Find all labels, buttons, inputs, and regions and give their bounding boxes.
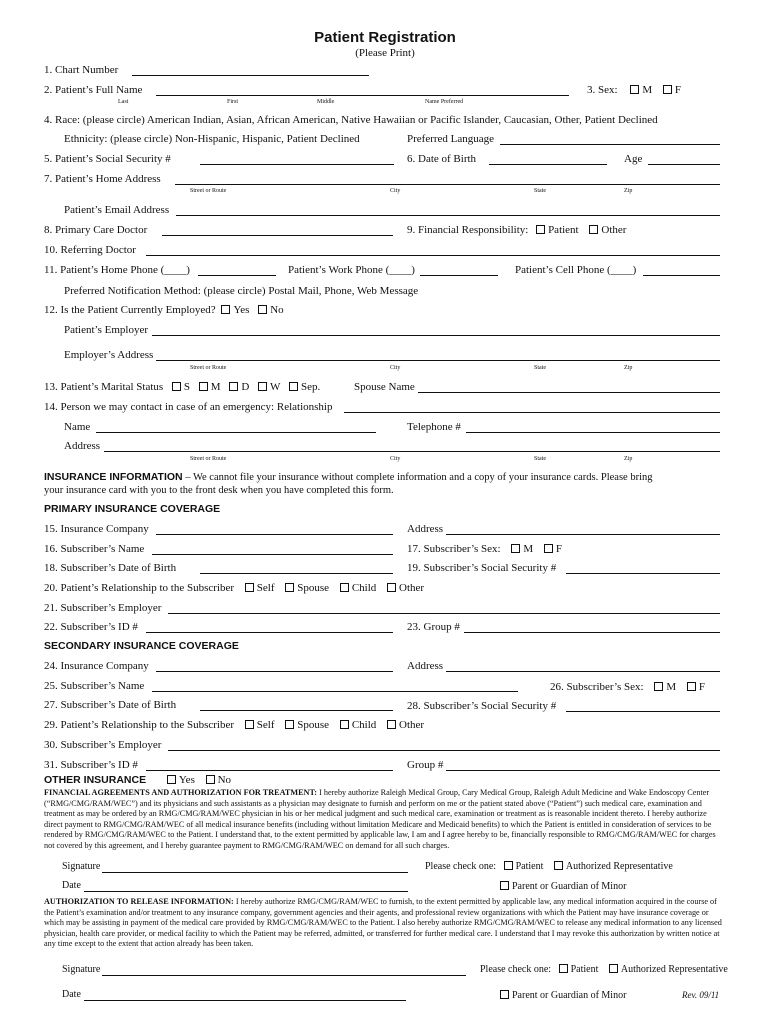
s-rel-self-option[interactable] (245, 719, 275, 731)
home-phone-field[interactable] (198, 275, 276, 276)
employer-address-label: Employer’s Address (64, 349, 154, 361)
p-rel-self-label: Self (256, 582, 275, 594)
p-sex-f-option[interactable] (544, 543, 562, 555)
checkbox-icon[interactable] (536, 225, 545, 234)
s-subscriber-dob-field[interactable] (200, 710, 393, 711)
s-rel-other-option[interactable] (387, 719, 424, 731)
sig2-authrep-option[interactable] (609, 964, 728, 975)
checkbox-icon[interactable] (687, 682, 696, 691)
financial-patient-label: Patient (548, 224, 579, 236)
other-insurance (44, 774, 231, 786)
p-rel-child-option[interactable] (340, 582, 376, 594)
checkbox-icon[interactable] (387, 583, 396, 592)
sex-f-label: F (674, 84, 681, 96)
s-insurance-address-label: Address (407, 660, 444, 672)
p-subscriber-employer-field[interactable] (168, 613, 720, 614)
p-subscriber-sex-label: 17. Subscriber’s Sex: (407, 543, 501, 555)
sig1-parent-label: Parent or Guardian of Minor (512, 881, 627, 892)
checkbox-icon[interactable] (663, 85, 672, 94)
checkbox-icon[interactable] (500, 990, 509, 999)
checkbox-icon[interactable] (609, 964, 618, 973)
s-group-label: Group # (407, 759, 444, 771)
addr-state-hint: State (534, 188, 546, 194)
page-subtitle: (Please Print) (355, 47, 415, 59)
employer-field[interactable] (152, 335, 720, 336)
preferred-language-label: Preferred Language (407, 133, 495, 145)
release-authorization-text: I hereby authorize RMG/CMG/RAM/WEC to furnish, to the extent permitted by applicable law, any medical information acquired in the course of the Patient’s examination and/or treatment to any insurance company, government agencies and their agents, and professional review organizations with which the Patient may have insurance coverage or which may be assisting in payment of the medical care provided by RMG/CMG/RAM/WEC to the Patient. I also hereby authorize RMG/CMG/RAM/WEC to release any medical information to any licensed physician, health care provider, or medical facility to which the Patient may be referred, admitted, or transferred for further medical care. I understand that I may revoke this authorization by written notice at any time except to the extent that action already has been taken. (44, 897, 722, 949)
spouse-label: Spouse Name (354, 381, 415, 393)
email-field[interactable] (176, 215, 720, 216)
s-subscriber-name-field[interactable] (152, 691, 518, 692)
employed-label: 12. Is the Patient Currently Employed? (44, 304, 216, 316)
emp-street-hint: Street or Route (190, 365, 227, 371)
s-sex-f-option[interactable] (687, 681, 705, 693)
s-relationship-label: 29. Patient’s Relationship to the Subscriber (44, 719, 235, 731)
checkbox-icon[interactable] (511, 544, 520, 553)
checkbox-icon[interactable] (245, 720, 254, 729)
date-2-label: Date (62, 989, 81, 1000)
s-subscriber-employer-field[interactable] (168, 750, 720, 751)
date-2-field[interactable] (84, 1000, 406, 1001)
insurance-info-text: – We cannot file your insurance without complete information and a copy of your insurance cards. Please bring (182, 472, 653, 483)
s-subscriber-id-field[interactable] (146, 770, 393, 771)
p-group-label: 23. Group # (407, 621, 460, 633)
s-subscriber-ssn-field[interactable] (566, 711, 720, 712)
emergency-address-field[interactable] (104, 451, 720, 452)
employed-no-label: No (270, 304, 284, 316)
release-authorization-heading: AUTHORIZATION TO RELEASE INFORMATION: (44, 897, 234, 906)
revision-label: Rev. 09/11 (682, 990, 720, 1000)
checkbox-icon[interactable] (340, 720, 349, 729)
work-phone-field[interactable] (420, 275, 498, 276)
p-group-field[interactable] (464, 632, 720, 633)
other-ins-yes-option[interactable] (167, 774, 195, 786)
p-rel-self-option[interactable] (245, 582, 275, 594)
sig2-patient-option[interactable] (559, 964, 599, 975)
sig1-authrep-label: Authorized Representative (565, 861, 673, 872)
checkbox-icon[interactable] (285, 720, 294, 729)
signature-2-field[interactable] (102, 975, 466, 976)
emergency-relationship-label: 14. Person we may contact in case of an emergency: Relationship (44, 401, 333, 413)
age-label: Age (624, 153, 643, 165)
p-subscriber-name-label: 16. Subscriber’s Name (44, 543, 145, 555)
name-preferred-hint: Name Preferred (425, 99, 464, 105)
emp-city-hint: City (390, 365, 401, 371)
insurance-info-heading: INSURANCE INFORMATION (44, 471, 183, 483)
p-subscriber-sex (407, 543, 562, 555)
p-rel-child-label: Child (351, 582, 377, 594)
checkbox-icon[interactable] (554, 861, 563, 870)
ssn-label: 5. Patient’s Social Security # (44, 153, 171, 165)
marital-status (44, 381, 320, 393)
s-rel-spouse-label: Spouse (297, 719, 330, 731)
s-rel-spouse-option[interactable] (285, 719, 329, 731)
p-subscriber-id-label: 22. Subscriber’s ID # (44, 621, 138, 633)
pcp-field[interactable] (162, 235, 393, 236)
marital-d-label: D (241, 381, 250, 393)
dob-field[interactable] (489, 164, 607, 165)
date-1-label: Date (62, 880, 81, 891)
pcp-label: 8. Primary Care Doctor (44, 224, 148, 236)
checkbox-icon[interactable] (559, 964, 568, 973)
check-one-1 (425, 861, 673, 872)
p-insurance-company-label: 15. Insurance Company (44, 523, 149, 535)
date-1-field[interactable] (84, 891, 408, 892)
release-authorization (44, 897, 726, 950)
preferred-language-field[interactable] (500, 144, 720, 145)
check-one-2-label: Please check one: (480, 964, 552, 975)
full-name-field[interactable] (156, 95, 569, 96)
sig2-parent-option[interactable] (500, 990, 626, 1001)
sig2-authrep-label: Authorized Representative (620, 964, 728, 975)
p-relationship (44, 582, 424, 594)
s-sex-m-label: M (666, 681, 677, 693)
emp-zip-hint: Zip (624, 365, 633, 371)
p-subscriber-dob-field[interactable] (200, 573, 393, 574)
s-relationship (44, 719, 424, 731)
chart-number-label: 1. Chart Number (44, 64, 119, 76)
other-ins-no-label: No (217, 774, 232, 786)
p-rel-other-label: Other (399, 582, 425, 594)
emergency-name-label: Name (64, 421, 91, 433)
marital-w-option[interactable] (258, 381, 280, 393)
marital-sep-label: Sep. (300, 381, 321, 393)
marital-s-label: S (183, 381, 191, 393)
p-subscriber-name-field[interactable] (152, 554, 393, 555)
p-rel-spouse-option[interactable] (285, 582, 329, 594)
checkbox-icon[interactable] (544, 544, 553, 553)
emergency-telephone-field[interactable] (466, 432, 720, 433)
addr-street-hint: Street or Route (190, 188, 227, 194)
financial-label: 9. Financial Responsibility: (407, 224, 529, 236)
marital-s-option[interactable] (172, 381, 190, 393)
name-first-hint: First (227, 99, 239, 105)
emergency-name-field[interactable] (96, 432, 376, 433)
page-title: Patient Registration (314, 29, 456, 46)
financial-other-option[interactable] (589, 224, 626, 236)
home-address-field[interactable] (175, 184, 720, 185)
checkbox-icon[interactable] (199, 382, 208, 391)
s-subscriber-ssn-label: 28. Subscriber’s Social Security # (407, 700, 557, 712)
dob-label: 6. Date of Birth (407, 153, 477, 165)
sex-label: 3. Sex: (587, 84, 618, 96)
marital-label: 13. Patient’s Marital Status (44, 381, 164, 393)
referring-doctor-field[interactable] (146, 255, 720, 256)
s-subscriber-sex-label: 26. Subscriber’s Sex: (550, 681, 644, 693)
s-subscriber-name-label: 25. Subscriber’s Name (44, 680, 145, 692)
checkbox-icon[interactable] (245, 583, 254, 592)
p-subscriber-ssn-field[interactable] (566, 573, 720, 574)
checkbox-icon[interactable] (387, 720, 396, 729)
primary-insurance-heading: PRIMARY INSURANCE COVERAGE (44, 503, 221, 515)
check-one-1-label: Please check one: (425, 861, 497, 872)
checkbox-icon[interactable] (630, 85, 639, 94)
financial-patient-option[interactable] (536, 224, 579, 236)
sig2-parent-label: Parent or Guardian of Minor (512, 990, 627, 1001)
checkbox-icon[interactable] (589, 225, 598, 234)
ethnicity-label: Ethnicity: (please circle) Non-Hispanic, Hispanic, Patient Declined (64, 133, 360, 145)
checkbox-icon[interactable] (654, 682, 663, 691)
p-insurance-address-field[interactable] (446, 534, 720, 535)
s-subscriber-sex (550, 681, 705, 693)
checkbox-icon[interactable] (285, 583, 294, 592)
em-zip-hint: Zip (624, 456, 633, 462)
ssn-field[interactable] (200, 164, 394, 165)
addr-city-hint: City (390, 188, 401, 194)
financial-agreement-heading: FINANCIAL AGREEMENTS AND AUTHORIZATION FOR TREATMENT: (44, 788, 318, 797)
other-ins-yes-label: Yes (178, 774, 195, 786)
cell-phone-label: Patient’s Cell Phone (____) (515, 264, 637, 276)
s-rel-self-label: Self (256, 719, 275, 731)
p-insurance-company-field[interactable] (156, 534, 393, 535)
insurance-info-text-2: your insurance card with you to the front desk when you have completed this form. (44, 485, 394, 496)
em-city-hint: City (390, 456, 401, 462)
p-subscriber-id-field[interactable] (146, 632, 393, 633)
check-one-2 (480, 964, 728, 975)
p-sex-m-option[interactable] (511, 543, 533, 555)
checkbox-icon[interactable] (206, 775, 215, 784)
p-subscriber-dob-label: 18. Subscriber’s Date of Birth (44, 562, 177, 574)
emp-state-hint: State (534, 365, 546, 371)
emergency-relationship-field[interactable] (344, 412, 720, 413)
sig2-patient-label: Patient (570, 964, 599, 975)
home-address-label: 7. Patient’s Home Address (44, 173, 161, 185)
p-rel-other-option[interactable] (387, 582, 424, 594)
sig1-patient-label: Patient (515, 861, 544, 872)
s-subscriber-employer-label: 30. Subscriber’s Employer (44, 739, 162, 751)
marital-w-label: W (270, 381, 281, 393)
p-subscriber-employer-label: 21. Subscriber’s Employer (44, 602, 162, 614)
checkbox-icon[interactable] (258, 382, 267, 391)
referring-doctor-label: 10. Referring Doctor (44, 244, 136, 256)
employed-no-option[interactable] (258, 304, 283, 316)
email-label: Patient’s Email Address (64, 204, 170, 216)
s-rel-child-label: Child (351, 719, 377, 731)
checkbox-icon[interactable] (229, 382, 238, 391)
s-group-field[interactable] (446, 770, 720, 771)
s-rel-other-label: Other (399, 719, 425, 731)
notification-label: Preferred Notification Method: (please circle) Postal Mail, Phone, Web Message (64, 285, 419, 297)
signature-1-field[interactable] (102, 872, 408, 873)
secondary-insurance-heading: SECONDARY INSURANCE COVERAGE (44, 640, 239, 652)
addr-zip-hint: Zip (624, 188, 633, 194)
employed-yes-option[interactable] (221, 304, 249, 316)
financial-other-label: Other (601, 224, 627, 236)
employer-label: Patient’s Employer (64, 324, 149, 336)
emergency-telephone-label: Telephone # (407, 421, 461, 433)
work-phone-label: Patient’s Work Phone (____) (288, 264, 415, 276)
spouse-field[interactable] (418, 392, 720, 393)
sig1-authrep-option[interactable] (554, 861, 673, 872)
marital-m-option[interactable] (199, 381, 221, 393)
other-insurance-heading: OTHER INSURANCE (44, 774, 147, 786)
age-field[interactable] (648, 164, 720, 165)
name-middle-hint: Middle (317, 99, 335, 105)
cell-phone-field[interactable] (643, 275, 720, 276)
employer-address-field[interactable] (156, 360, 720, 361)
s-insurance-company-label: 24. Insurance Company (44, 660, 149, 672)
chart-number-field[interactable] (132, 75, 369, 76)
marital-d-option[interactable] (229, 381, 249, 393)
s-insurance-address-field[interactable] (446, 671, 720, 672)
p-rel-spouse-label: Spouse (297, 582, 330, 594)
checkbox-icon[interactable] (504, 861, 513, 870)
signature-2-label: Signature (62, 964, 101, 975)
financial-responsibility (407, 224, 626, 236)
full-name-label: 2. Patient’s Full Name (44, 84, 143, 96)
financial-agreement-text: I hereby authorize Raleigh Medical Group, Cary Medical Group, Raleigh Adult Medicine and Wake Endoscopy Center (“RMG/CMG/RAM/WEC”) and its physicians and such assistants as a physician may designate to furnish and perform on me or the patient stated above (“Patient”) such medical care, examination and treatment as may be ordered by an RMG/CMG/RAM/WEC physician in his or her medical judgment and such medical care, examination or treatment as is reasonable incident thereto. I hereby authorize direct payment to RMG/CMG/RAM/WEC of all medical insurance benefits (including without limitation Medicare and Medicaid benefits) to which the Patient is entitled in consideration of services to be rendered by RMG/CMG/RAM/WEC to the Patient. I understand that, to the extent permitted by applicable law, I am and I agree hereby to be, financially responsible to RMG/CMG/RAM/WEC for charges not covered by this agreement, and I hereby guarantee payment to RMG/CMG/RAM/WEC on demand for all such charges. (44, 788, 716, 850)
checkbox-icon[interactable] (167, 775, 176, 784)
checkbox-icon[interactable] (221, 305, 230, 314)
s-rel-child-option[interactable] (340, 719, 376, 731)
sex-question (587, 84, 681, 96)
s-subscriber-dob-label: 27. Subscriber’s Date of Birth (44, 699, 177, 711)
checkbox-icon[interactable] (172, 382, 181, 391)
p-subscriber-ssn-label: 19. Subscriber’s Social Security # (407, 562, 557, 574)
s-insurance-company-field[interactable] (156, 671, 393, 672)
s-sex-m-option[interactable] (654, 681, 676, 693)
emergency-address-label: Address (64, 440, 101, 452)
marital-m-label: M (210, 381, 221, 393)
other-ins-no-option[interactable] (206, 774, 231, 786)
checkbox-icon[interactable] (340, 583, 349, 592)
p-insurance-address-label: Address (407, 523, 444, 535)
employed-question (44, 304, 284, 316)
em-street-hint: Street or Route (190, 456, 227, 462)
p-sex-f-label: F (555, 543, 563, 555)
s-subscriber-id-label: 31. Subscriber’s ID # (44, 759, 138, 771)
marital-sep-option[interactable] (289, 381, 320, 393)
p-sex-m-label: M (523, 543, 534, 555)
signature-1-label: Signature (62, 861, 101, 872)
checkbox-icon[interactable] (500, 881, 509, 890)
name-last-hint: Last (118, 99, 129, 105)
em-state-hint: State (534, 456, 546, 462)
checkbox-icon[interactable] (258, 305, 267, 314)
p-relationship-label: 20. Patient’s Relationship to the Subscriber (44, 582, 235, 594)
insurance-info (44, 471, 653, 483)
race-label: 4. Race: (please circle) American Indian, Asian, African American, Native Hawaiian or Pacific Islander, Caucasian, Other, Patient Declined (44, 114, 658, 126)
employed-yes-label: Yes (233, 304, 250, 316)
checkbox-icon[interactable] (289, 382, 298, 391)
s-sex-f-label: F (698, 681, 706, 693)
home-phone-label: 11. Patient’s Home Phone (____) (44, 264, 190, 276)
sex-m-option[interactable] (630, 84, 652, 96)
sig1-parent-option[interactable] (500, 881, 626, 892)
sig1-patient-option[interactable] (504, 861, 544, 872)
sex-f-option[interactable] (663, 84, 681, 96)
sex-m-label: M (642, 84, 653, 96)
financial-agreement (44, 788, 726, 852)
